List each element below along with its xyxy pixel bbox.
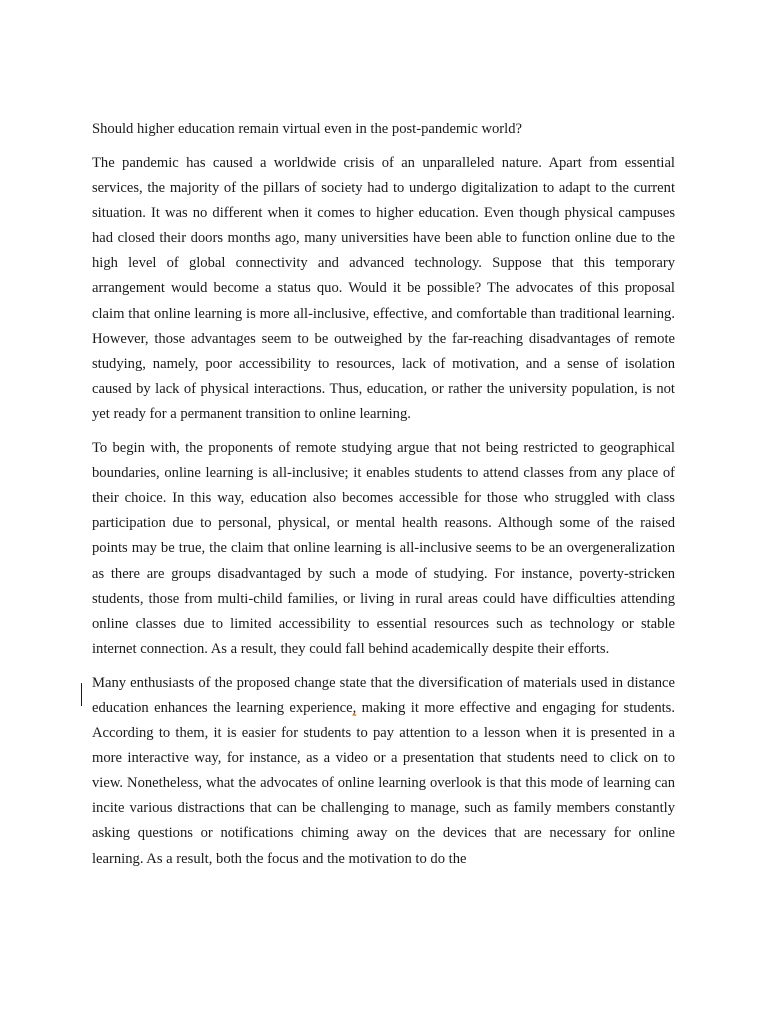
text-cursor [81,683,82,706]
paragraph-effectiveness-text-start: Many enthusiasts of the proposed change state that the diversification of materials used in distance education enhances the learning experience [92,674,675,716]
paragraph-effectiveness-text-end: making it more effective and engaging for students. According to them, it is easier for students to pay attention to a lesson when it is presented in a more interactive way, for instance, as a video or a presentation that students need to click on to view. Nonetheless, what the advocates of online learning overlook is that this mode of learning can incite various distractions that can be challenging to manage, such as family members constantly asking questions or notifications chiming away on the devices that are necessary for online learning. As a result, both the focus and the motivation to do the [92,699,675,867]
document-page [92,117,675,881]
suggestion-mark[interactable]: , [352,699,357,716]
paragraph-accessibility: To begin with, the proponents of remote studying argue that not being restricted to geographical boundaries, online learning is all-inclusive; it enables students to attend classes from any place of their choice. In this way, education also becomes accessible for those who struggled with class participation due to personal, physical, or mental health reasons. Although some of the raised points may be true, the claim that online learning is all-inclusive seems to be an overgeneralization as there are groups disadvantaged by such a mode of studying. For instance, poverty-stricken students, those from multi-child families, or living in rural areas could have difficulties attending online classes due to limited accessibility to essential resources such as technology or stable internet connection. As a result, they could fall behind academically despite their efforts. [92,440,675,657]
paragraph-introduction: The pandemic has caused a worldwide crisis of an unparalleled nature. Apart from essential services, the majority of the pillars of society had to undergo digitalization to adapt to the current situation. It was no different when it comes to higher education. Even though physical campuses had closed their doors months ago, many universities have been able to function online due to the high level of global connectivity and advanced technology. Suppose that this temporary arrangement would become a status quo. Would it be possible? The advocates of this proposal claim that online learning is more all-inclusive, effective, and comfortable than traditional learning. However, those advantages seem to be outweighed by the far-reaching disadvantages of remote studying, namely, poor accessibility to resources, lack of motivation, and a sense of isolation caused by lack of physical interactions. Thus, education, or rather the university population, is not yet ready for a permanent transition to online learning. [92,155,675,422]
paragraph-effectiveness[interactable] [92,671,675,872]
paragraph-effectiveness-wrapper[interactable] [92,671,675,872]
document-title: Should higher education remain virtual even in the post-pandemic world? [92,121,522,137]
